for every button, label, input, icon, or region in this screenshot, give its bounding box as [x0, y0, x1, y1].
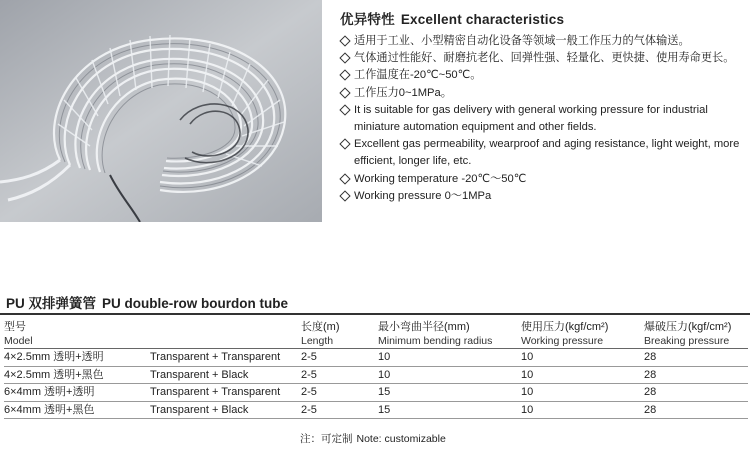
product-title: [6, 292, 288, 312]
table-row: [4, 349, 748, 367]
bullet-text: 工作温度在-20℃~50℃。: [354, 69, 482, 82]
note-zh: 注：可定制: [300, 433, 353, 445]
bullet-text: 气体通过性能好、耐磨抗老化、回弹性强、轻量化、更快捷、使用寿命更长。: [354, 52, 735, 65]
diamond-icon: [339, 173, 350, 184]
cell-working: 10: [521, 349, 644, 367]
table-row: [4, 366, 748, 384]
diamond-icon: [339, 70, 350, 81]
diamond-icon: [339, 139, 350, 150]
cell-breaking: 28: [644, 349, 748, 367]
spec-table: [4, 320, 748, 419]
note-en: Note: customizable: [356, 433, 446, 445]
cell-length: 2-5: [301, 366, 378, 384]
diamond-icon: [339, 35, 350, 46]
bullet-en-4: [340, 188, 745, 205]
product-photo: [0, 0, 322, 222]
table-note: [300, 431, 450, 446]
characteristics-title: [340, 8, 745, 28]
characteristics-title-zh: 优异特性: [340, 12, 395, 27]
diamond-icon: [339, 190, 350, 201]
diamond-icon: [339, 104, 350, 115]
cell-working: 10: [521, 401, 644, 419]
cell-radius: 10: [378, 366, 521, 384]
diamond-icon: [339, 87, 350, 98]
cell-working: 10: [521, 366, 644, 384]
cell-model: 6×4mm 透明+透明 Transparent + Transparent: [4, 384, 301, 402]
cell-radius: 10: [378, 349, 521, 367]
cell-working: 10: [521, 384, 644, 402]
product-title-zh: PU 双排弹簧管: [6, 296, 97, 311]
bullet-text: 适用于工业、小型精密自动化设备等领域一般工作压力的气体输送。: [354, 35, 690, 47]
cell-breaking: 28: [644, 366, 748, 384]
table-row: [4, 401, 748, 419]
characteristics-title-en: Excellent characteristics: [400, 12, 565, 27]
cell-length: 2-5: [301, 401, 378, 419]
bullet-en-3: [340, 171, 745, 188]
bullet-en-2: [340, 136, 745, 170]
header-breaking-pressure: 爆破压力(kgf/cm²) Breaking pressure: [644, 321, 732, 347]
table-row: [4, 384, 748, 402]
diamond-icon: [339, 53, 350, 64]
bullet-text: Working pressure 0～1MPa: [354, 189, 492, 202]
header-length: 长度(m) Length: [301, 321, 340, 347]
cell-model: 4×2.5mm 透明+黑色 Transparent + Black: [4, 366, 301, 384]
bullet-text: Working temperature -20℃～50℃: [354, 172, 527, 185]
header-working-pressure: 使用压力(kgf/cm²) Working pressure: [521, 321, 609, 347]
header-model: 型号 Model: [4, 321, 33, 347]
cell-length: 2-5: [301, 349, 378, 367]
coiled-tube-illustration: [0, 0, 322, 222]
cell-model: 6×4mm 透明+黑色 Transparent + Black: [4, 401, 301, 419]
cell-length: 2-5: [301, 384, 378, 402]
table-header-row: [4, 320, 748, 349]
cell-breaking: 28: [644, 384, 748, 402]
bullet-text: Excellent gas permeability, wearproof and aging resistance, light weight, more efficient, longer life, etc.: [354, 138, 740, 168]
product-title-en: PU double-row bourdon tube: [102, 296, 288, 311]
cell-radius: 15: [378, 401, 521, 419]
section-divider: [0, 313, 750, 315]
cell-breaking: 28: [644, 401, 748, 419]
bullet-zh-4: [340, 85, 745, 102]
bullet-text: 工作压力0~1MPa。: [354, 86, 452, 99]
characteristics-section: [340, 8, 745, 205]
bullet-en-1: [340, 102, 745, 136]
header-radius: 最小弯曲半径(mm) Minimum bending radius: [378, 321, 493, 347]
cell-radius: 15: [378, 384, 521, 402]
bullet-zh-1: [340, 33, 745, 50]
bullet-zh-3: [340, 67, 745, 84]
bullet-text: It is suitable for gas delivery with general working pressure for industrial miniature automation equipment and other fields.: [354, 103, 708, 134]
bullet-zh-2: [340, 50, 745, 67]
cell-model: 4×2.5mm 透明+透明 Transparent + Transparent: [4, 349, 301, 367]
